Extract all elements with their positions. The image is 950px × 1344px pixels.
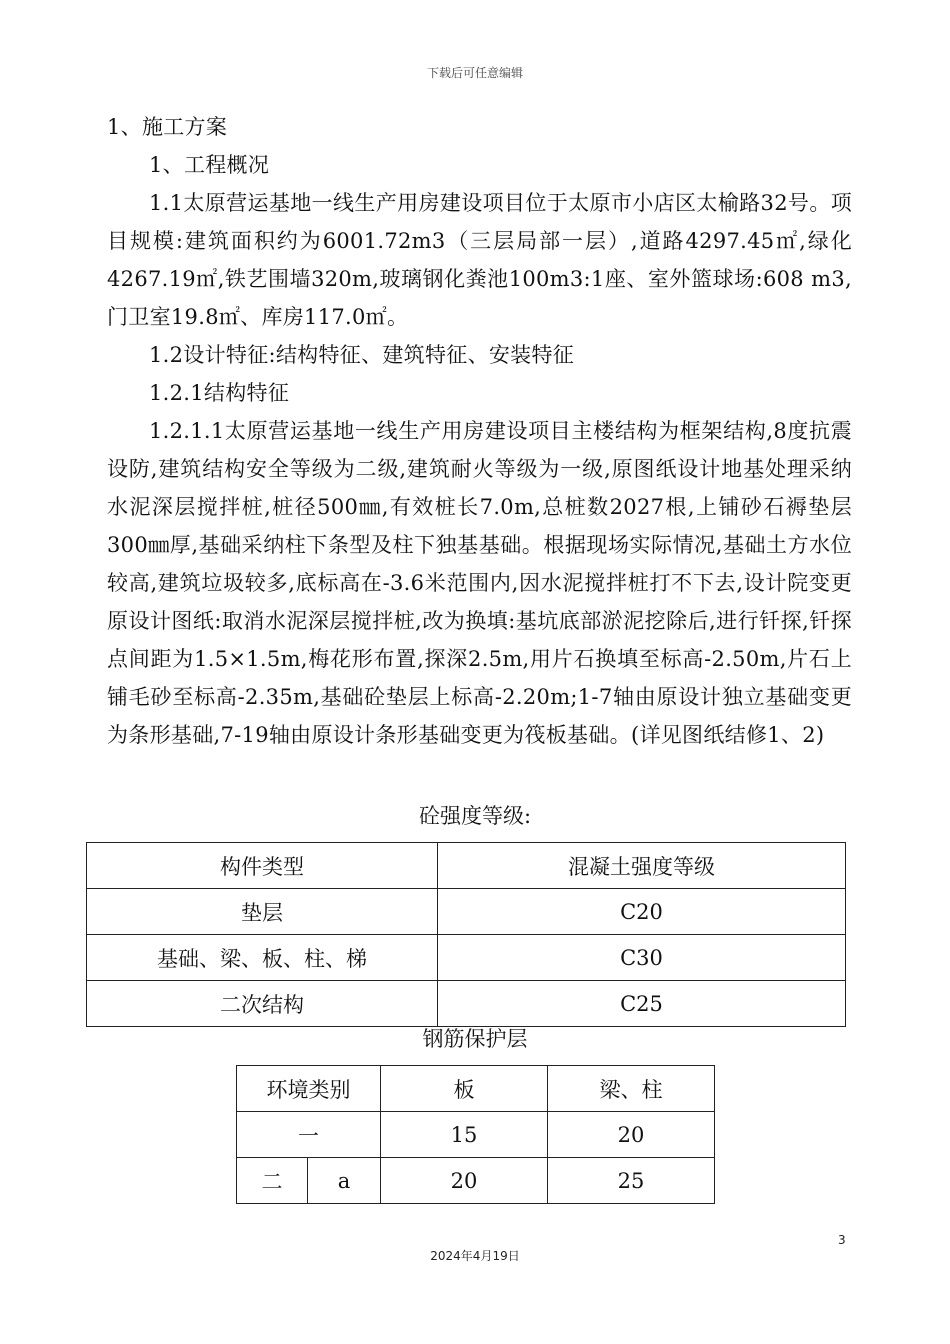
- section-heading: 1、施工方案: [107, 115, 228, 139]
- table-header-cell: 板: [381, 1066, 548, 1112]
- table-cell: 15: [381, 1112, 548, 1158]
- concrete-grade-table: [86, 842, 846, 1027]
- table-row: [87, 935, 846, 981]
- project-overview-paragraph: 1.1太原营运基地一线生产用房建设项目位于太原市小店区太榆路32号。项目规模:建筑面积约为6001.72m3（三层局部一层）,道路4297.45㎡,绿化4267.19㎡,铁艺围墙320m,玻璃钢化粪池100m3:1座、室外篮球场:608 m3,门卫室19.8㎡、库房117.0㎡。: [107, 191, 852, 329]
- page-header: 下载后可任意编辑: [426, 66, 523, 80]
- table-row: [237, 1112, 715, 1158]
- table-header-cell: 混凝土强度等级: [438, 843, 846, 889]
- table-row: [237, 1158, 715, 1204]
- table-cell: 基础、梁、板、柱、梯: [87, 935, 438, 981]
- table-cell: C25: [438, 981, 846, 1027]
- table-cell: 25: [548, 1158, 715, 1204]
- table-header-cell: 构件类型: [87, 843, 438, 889]
- subsection-heading: 1、工程概况: [149, 153, 270, 177]
- table-cell: 20: [548, 1112, 715, 1158]
- structure-details-paragraph: 1.2.1.1太原营运基地一线生产用房建设项目主楼结构为框架结构,8度抗震设防,建筑结构安全等级为二级,建筑耐火等级为一级,原图纸设计地基处理采纳水泥深层搅拌桩,桩径500㎜,有效桩长7.0m,总桩数2027根,上铺砂石褥垫层300㎜厚,基础采纳柱下条型及柱下独基基础。根据现场实际情况,基础土方水位较高,建筑垃圾较多,底标高在-3.6米范围内,因水泥搅拌桩打不下去,设计院变更原设计图纸:取消水泥深层搅拌桩,改为换填:基坑底部淤泥挖除后,进行钎探,钎探点间距为1.5×1.5m,梅花形布置,探深2.5m,用片石换填至标高-2.50m,片石上铺毛砂至标高-2.35m,基础砼垫层上标高-2.20m;1-7轴由原设计独立基础变更为条形基础,7-19轴由原设计条形基础变更为筏板基础。(详见图纸结修1、2): [107, 419, 852, 747]
- document-body: [107, 108, 852, 754]
- concrete-table-caption: 砼强度等级:: [418, 804, 532, 828]
- table-header-row: [87, 843, 846, 889]
- table-cell: 二次结构: [87, 981, 438, 1027]
- table-row: [87, 889, 846, 935]
- rebar-table-caption: 钢筋保护层: [422, 1027, 528, 1051]
- rebar-cover-table: [236, 1065, 715, 1204]
- page-footer-date: 2024年4月19日: [430, 1249, 520, 1263]
- concrete-table-caption-wrap: [0, 797, 950, 835]
- table-cell: a: [308, 1158, 381, 1204]
- table-cell: 一: [237, 1112, 381, 1158]
- table-cell: 20: [381, 1158, 548, 1204]
- table-cell: 垫层: [87, 889, 438, 935]
- table-cell: 二: [237, 1158, 308, 1204]
- table-cell: C20: [438, 889, 846, 935]
- rebar-table-caption-wrap: [0, 1020, 950, 1058]
- structure-features-heading: 1.2.1结构特征: [149, 381, 290, 405]
- table-header-row: [237, 1066, 715, 1112]
- table-header-cell: 环境类别: [237, 1066, 381, 1112]
- table-header-cell: 梁、柱: [548, 1066, 715, 1112]
- page-number: 3: [838, 1233, 846, 1247]
- table-cell: C30: [438, 935, 846, 981]
- design-features-heading: 1.2设计特征:结构特征、建筑特征、安装特征: [149, 343, 575, 367]
